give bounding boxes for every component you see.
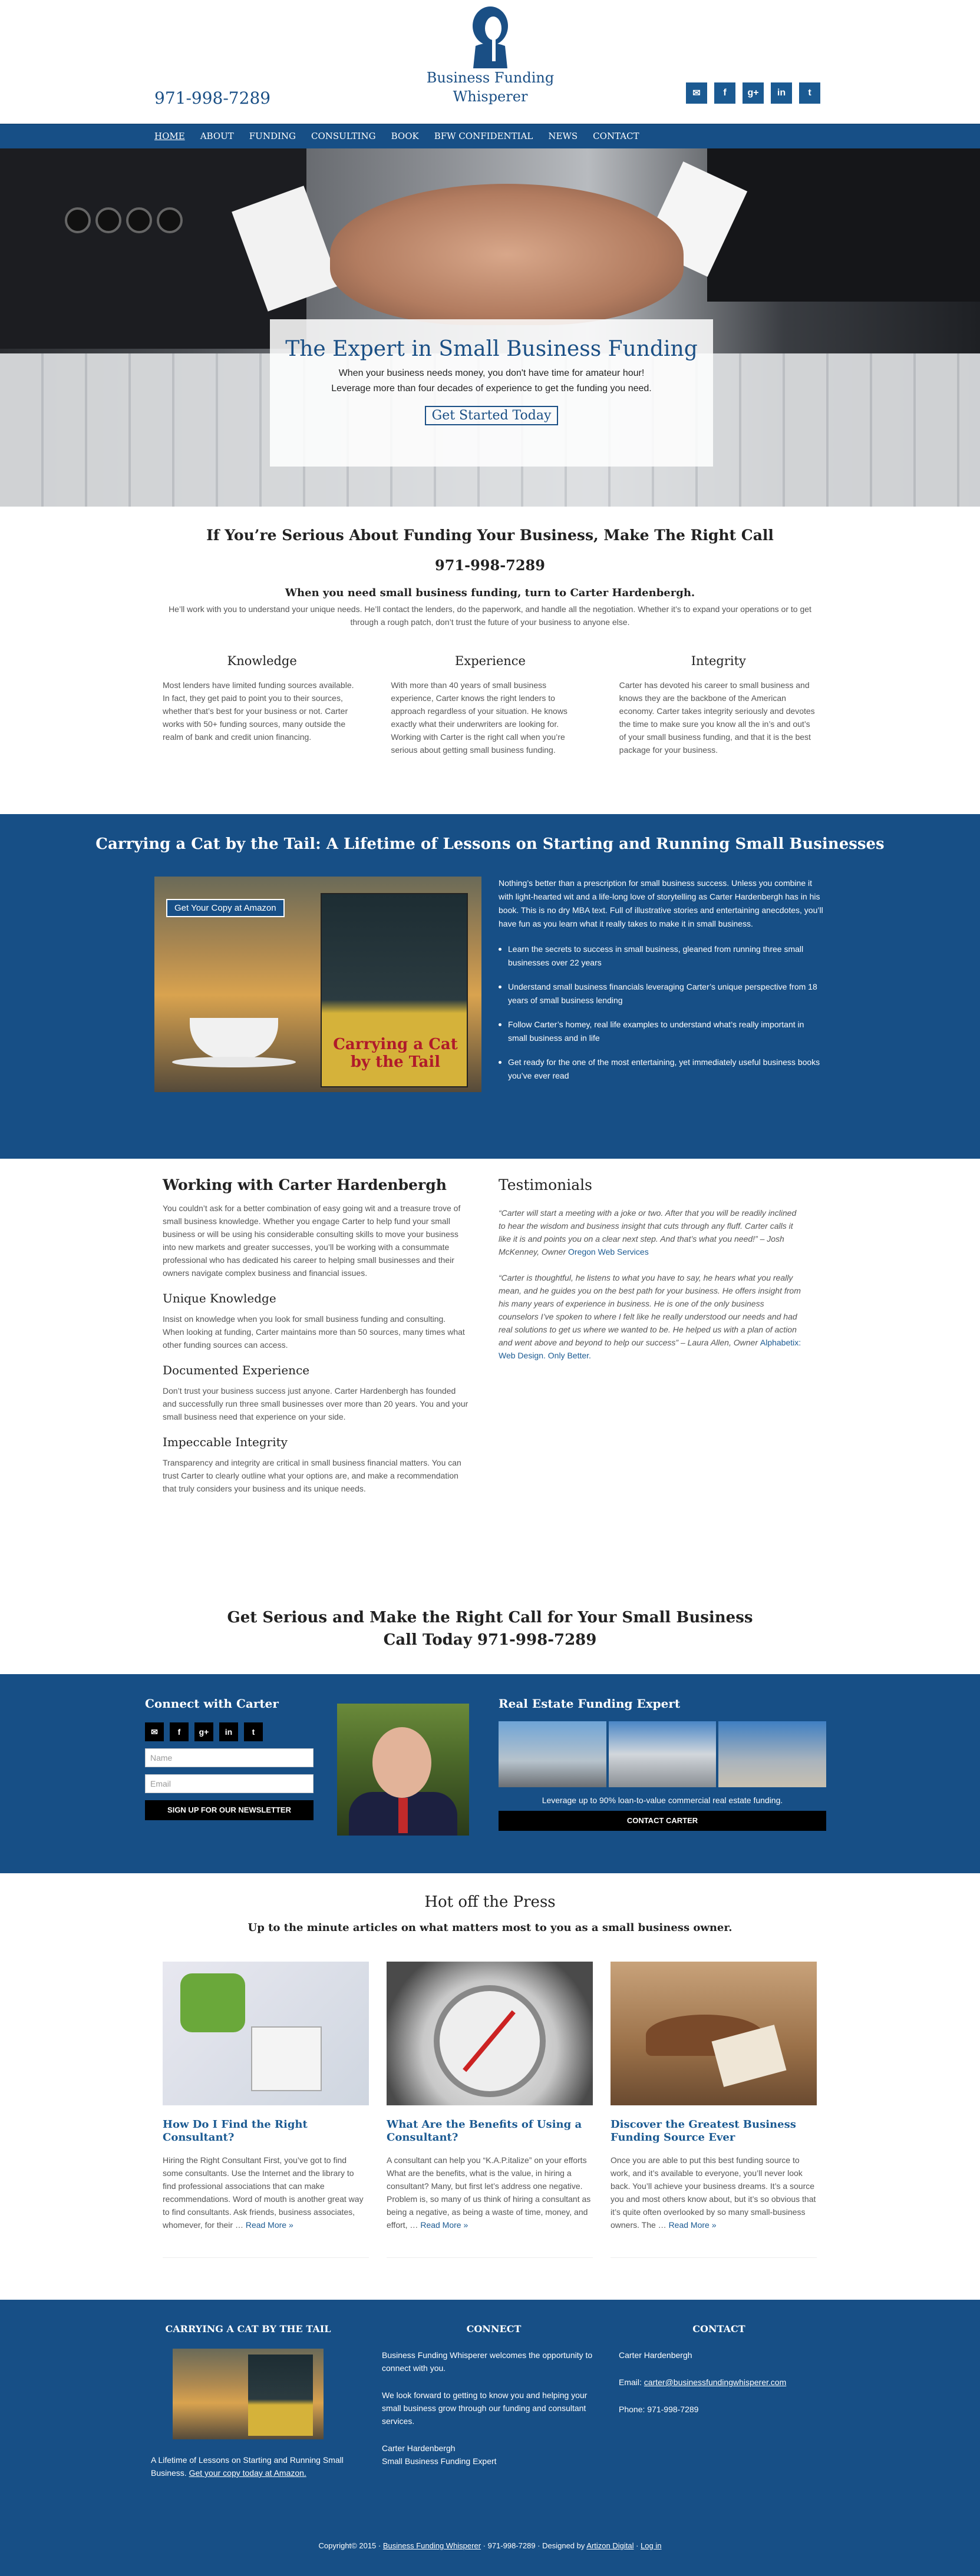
- footer-connect-p1: Business Funding Whisperer welcomes the opportunity to connect with you.: [382, 2350, 593, 2373]
- column-text: Carter has devoted his career to small business and knows they are the backbone of the American economy. Carter takes integrity seriously and devotes the time to make sure you know all the in’s and out’s of your small business funding, and that it is the best package for your business.: [619, 680, 815, 755]
- post-title[interactable]: How Do I Find the Right Consultant?: [163, 2118, 308, 2144]
- serious-phone[interactable]: 971-998-7289: [435, 557, 545, 574]
- book-cover: [321, 893, 468, 1087]
- google-plus-icon[interactable]: g+: [194, 1722, 213, 1741]
- contact-carter-button[interactable]: CONTACT CARTER: [499, 1811, 826, 1831]
- post-title[interactable]: Discover the Greatest Business Funding Source Ever: [611, 2118, 796, 2144]
- real-estate-funding: [499, 1697, 826, 1831]
- hero-banner: [0, 148, 980, 507]
- carter-portrait: [337, 1704, 469, 1836]
- hero-title: The Expert in Small Business Funding: [285, 337, 698, 361]
- amazon-link[interactable]: Get your copy today at Amazon.: [189, 2468, 306, 2478]
- footer-book-column: [151, 2323, 345, 2479]
- testimonial-link[interactable]: Alphabetix: Web Design. Only Better.: [499, 1338, 801, 1360]
- footer-book-image[interactable]: [173, 2349, 324, 2439]
- real-estate-title: Real Estate Funding Expert: [499, 1697, 681, 1711]
- coffee-cup-image: [190, 1018, 278, 1059]
- book-bullets: [499, 943, 825, 1083]
- serious-section: [0, 507, 980, 814]
- header-social-links: [686, 82, 820, 104]
- post-excerpt-text: A consultant can help you “K.A.P.italize” on your efforts What are the benefits, what is the value, in hiring a consultant? Many, but first let’s address one negative. Problem is, so many of us think of hiring a consultant as being a negative, as being a waste of time, money, and effort, …: [387, 2155, 591, 2230]
- saucer-image: [172, 1057, 296, 1067]
- linkedin-icon[interactable]: in: [219, 1722, 238, 1741]
- testimonial-link[interactable]: Oregon Web Services: [568, 1247, 649, 1256]
- post-card: [611, 1962, 817, 2258]
- call-banner-line1: Get Serious and Make the Right Call for Your Small Business: [227, 1609, 753, 1626]
- footer-contact-email: [619, 2376, 819, 2389]
- column-text: Most lenders have limited funding sources available. In fact, they get paid to point you to their sources, whether that’s best for your business or not. Carter works with 50+ funding sources, many outside the realm of bank and credit union financing.: [163, 680, 354, 742]
- integrity-column: [619, 654, 818, 756]
- connect-social-links: [145, 1722, 316, 1741]
- nav-news[interactable]: NEWS: [548, 131, 578, 141]
- knowledge-column: [163, 654, 361, 756]
- email-link[interactable]: carter@businessfundingwhisperer.com: [644, 2377, 787, 2387]
- facebook-icon[interactable]: f: [714, 82, 735, 104]
- impeccable-integrity-title: Impeccable Integrity: [163, 1435, 288, 1449]
- nav-home[interactable]: HOME: [154, 131, 185, 141]
- nav-funding[interactable]: FUNDING: [249, 131, 296, 141]
- copyright-sep: ·: [633, 2541, 641, 2550]
- call-banner-line2[interactable]: Call Today 971-998-7289: [383, 1631, 597, 1649]
- testimonials-title: Testimonials: [499, 1176, 592, 1193]
- impeccable-integrity-text: Transparency and integrity are critical in small business financial matters. You can trust Carter to clearly outline what your options are, and make a recommendation that truly considers your business and its unique needs.: [163, 1458, 461, 1493]
- get-started-button[interactable]: Get Started Today: [425, 406, 559, 425]
- hero-image-sleeve-right: [707, 148, 980, 302]
- column-title: Knowledge: [227, 654, 297, 668]
- email-icon[interactable]: ✉: [686, 82, 707, 104]
- press-subtitle: Up to the minute articles on what matters most to you as a small business owner.: [248, 1922, 732, 1934]
- column-text: With more than 40 years of small business experience, Carter knows the right lenders to approach regardless of your situation. He knows exactly what their underwriters are looking for. Working with Carter is the right call when you’re serious about getting small business funding.: [391, 680, 567, 755]
- connect-title: Connect with Carter: [145, 1697, 279, 1711]
- footer-contact-title: CONTACT: [692, 2323, 745, 2334]
- column-title: Experience: [455, 654, 526, 668]
- twitter-icon[interactable]: t: [244, 1722, 263, 1741]
- linkedin-icon[interactable]: in: [771, 82, 792, 104]
- testimonials: [499, 1176, 805, 1375]
- post-card: [387, 1962, 593, 2258]
- email-label: Email:: [619, 2377, 644, 2387]
- footer-connect-p2: We look forward to getting to know you and helping your small business grow through our funding and consultant services.: [382, 2390, 588, 2426]
- footer-contact-column: [619, 2323, 819, 2416]
- login-link[interactable]: Log in: [641, 2541, 662, 2550]
- connect-section: [0, 1674, 980, 1873]
- site-header: [0, 0, 980, 124]
- list-item: Learn the secrets to success in small business, gleaned from running three small businesses over 22 years: [499, 943, 825, 970]
- nav-about[interactable]: ABOUT: [200, 131, 234, 141]
- book-title: Carrying a Cat by the Tail: A Lifetime of Lessons on Starting and Running Small Businesses: [95, 835, 885, 853]
- nav-bfw-confidential[interactable]: BFW CONFIDENTIAL: [434, 131, 533, 141]
- working-with-carter: [163, 1176, 469, 1495]
- read-more-link[interactable]: Read More »: [245, 2220, 293, 2230]
- post-card: [163, 1962, 369, 2258]
- post-excerpt: [611, 2154, 817, 2257]
- post-excerpt: [387, 2154, 593, 2257]
- testimonial: [499, 1206, 805, 1258]
- list-item: Get ready for the one of the most entertaining, yet immediately useful business books you’ve ever read: [499, 1056, 825, 1083]
- documented-experience-text: Don’t trust your business success just anyone. Carter Hardenbergh has founded and successfully run three small businesses over more than 20 years. You and your small business need that experience on your side.: [163, 1386, 468, 1421]
- footer-role: Small Business Funding Expert: [382, 2456, 497, 2466]
- main-nav: [0, 124, 980, 148]
- book-cover-title: Carrying a Cat by the Tail: [333, 1036, 458, 1071]
- email-icon[interactable]: ✉: [145, 1722, 164, 1741]
- designer-link[interactable]: Artizon Digital: [586, 2541, 634, 2550]
- footer-contact-phone[interactable]: Phone: 971-998-7289: [619, 2405, 699, 2414]
- real-estate-caption: Leverage up to 90% loan-to-value commercial real estate funding.: [542, 1795, 783, 1805]
- documented-experience-title: Documented Experience: [163, 1363, 310, 1377]
- footer-connect-sign: [382, 2442, 606, 2468]
- header-phone[interactable]: 971-998-7289: [154, 88, 271, 108]
- site-footer: [0, 2300, 980, 2576]
- testimonial-quote: “Carter will start a meeting with a joke or two. After that you will be readily inclined to hear the wisdom and business insight that cuts through any fluff. Carter calls it like it is and points you on a clear next step. And that’s what you need!” – Josh McKenney, Owner: [499, 1208, 797, 1256]
- unique-knowledge-title: Unique Knowledge: [163, 1291, 276, 1305]
- serious-title: If You’re Serious About Funding Your Business, Make The Right Call: [206, 527, 774, 544]
- hero-image-handshake: [330, 184, 684, 325]
- post-image[interactable]: [163, 1962, 369, 2105]
- google-plus-icon[interactable]: g+: [743, 82, 764, 104]
- testimonial-quote: “Carter is thoughtful, he listens to what you have to say, he hears what you really mean, and he guides you on the best path for your business. He offers insight from his many years of experience in business. He is one of the only business counselors I’ve spoken to where I felt like he really understood our needs and had real solutions to get us where we wanted to be. He helped us with a plan of action and went above and beyond to help our success” – Laura Allen, Owner: [499, 1273, 801, 1347]
- email-input[interactable]: Email: [145, 1774, 314, 1793]
- hero-image-cufflinks: [65, 207, 183, 233]
- book-section: [0, 814, 980, 1159]
- read-more-link[interactable]: Read More »: [420, 2220, 468, 2230]
- newsletter-signup-button[interactable]: SIGN UP FOR OUR NEWSLETTER: [145, 1800, 314, 1820]
- call-banner: [0, 1606, 980, 1651]
- list-item: Follow Carter’s homey, real life examples to understand what’s really important in small business and in life: [499, 1018, 825, 1045]
- work-title: Working with Carter Hardenbergh: [163, 1176, 447, 1193]
- nav-book[interactable]: BOOK: [391, 131, 419, 141]
- post-image[interactable]: [387, 1962, 593, 2105]
- logo-text-line1: Business Funding: [426, 70, 555, 86]
- post-excerpt-text: Once you are able to put this best funding source to work, and it’s available to everyone, you’ll never look back. You’ll achieve your business dreams. It’s a source you and most others know about, but it’s so obvious that it’s quite often overlooked by so many small-business owners. The …: [611, 2155, 816, 2230]
- read-more-link[interactable]: Read More »: [668, 2220, 717, 2230]
- copyright-text: Copyright© 2015 ·: [318, 2541, 383, 2550]
- connect-with-carter: [145, 1697, 316, 1820]
- facebook-icon[interactable]: f: [170, 1722, 189, 1741]
- column-title: Integrity: [691, 654, 746, 668]
- hero-line2: Leverage more than four decades of experience to get the funding you need.: [331, 383, 652, 393]
- experience-column: [391, 654, 589, 756]
- footer-book-desc: A Lifetime of Lessons on Starting and Running Small Business.: [151, 2455, 344, 2478]
- twitter-icon[interactable]: t: [799, 82, 820, 104]
- press-title: Hot off the Press: [424, 1893, 556, 1911]
- post-title[interactable]: What Are the Benefits of Using a Consultant?: [387, 2118, 582, 2144]
- copyright-mid: · 971-998-7289 · Designed by: [481, 2541, 587, 2550]
- get-copy-amazon-button[interactable]: Get Your Copy at Amazon: [166, 899, 285, 917]
- hero-text-box: [270, 319, 713, 467]
- work-intro: You couldn’t ask for a better combination of easy going wit and a treasure trove of small business knowledge. Whether you engage Carter to help fund your small business or will be using his considerable consulting skills to move your business into new markets and greater successes, you’ll be working with a consummate professional who has dedicated his career to helping small businesses and their owners navigate complex business and financial issues.: [163, 1203, 461, 1278]
- footer-book-title: CARRYING A CAT BY THE TAIL: [165, 2323, 331, 2334]
- site-link[interactable]: Business Funding Whisperer: [382, 2541, 481, 2550]
- site-logo[interactable]: [420, 5, 561, 106]
- nav-consulting[interactable]: CONSULTING: [311, 131, 376, 141]
- post-excerpt: [163, 2154, 369, 2257]
- footer-connect-title: CONNECT: [466, 2323, 522, 2334]
- footer-book-text: [151, 2453, 345, 2479]
- footer-name: Carter Hardenbergh: [382, 2443, 456, 2453]
- post-excerpt-text: Hiring the Right Consultant First, you’ve got to find some consultants. Use the Internet and the library to find professional associations that can make recommendations. Word of mouth is another great way to find consultants. Ask friends, business associates, whomever, for their …: [163, 2155, 364, 2230]
- serious-intro: He’ll work with you to understand your unique needs. He’ll contact the lenders, do the paperwork, and handle all the negotiation. Whether it’s to expand your operations or to get through a rough patch, don’t trust the future of your business to anyone else.: [169, 604, 811, 627]
- logo-text-line2: Whisperer: [453, 88, 528, 105]
- footer-connect-column: [382, 2323, 606, 2468]
- name-input[interactable]: Name: [145, 1748, 314, 1767]
- hero-line1: When your business needs money, you don't have time for amateur hour!: [338, 368, 645, 378]
- nav-contact[interactable]: CONTACT: [593, 131, 639, 141]
- press-section: [0, 1873, 980, 2300]
- whisperer-logo-icon: [470, 5, 511, 68]
- footer-contact-name: Carter Hardenbergh: [619, 2350, 692, 2360]
- serious-subtitle: When you need small business funding, turn to Carter Hardenbergh.: [285, 587, 695, 599]
- post-image[interactable]: [611, 1962, 817, 2105]
- book-image[interactable]: [154, 877, 481, 1092]
- real-estate-images: [499, 1721, 826, 1787]
- book-description: [499, 877, 825, 1093]
- copyright-bar: [0, 2541, 980, 2550]
- unique-knowledge-text: Insist on knowledge when you look for small business funding and consulting. When looking at funding, Carter maintains more than 50 sources, many times what other funding sources can access.: [163, 1314, 465, 1350]
- testimonial: [499, 1271, 805, 1362]
- book-intro: Nothing’s better than a prescription for small business success. Unless you combine it with light-hearted wit and a life-long love of storytelling as Carter Hardenbergh has in his book. This is no dry MBA text. Full of illustrative stories and entertaining anecdotes, you’ll have fun as you learn what it really takes to make it in small business.: [499, 878, 823, 928]
- list-item: Understand small business financials leveraging Carter’s unique perspective from 18 years of small business lending: [499, 980, 825, 1007]
